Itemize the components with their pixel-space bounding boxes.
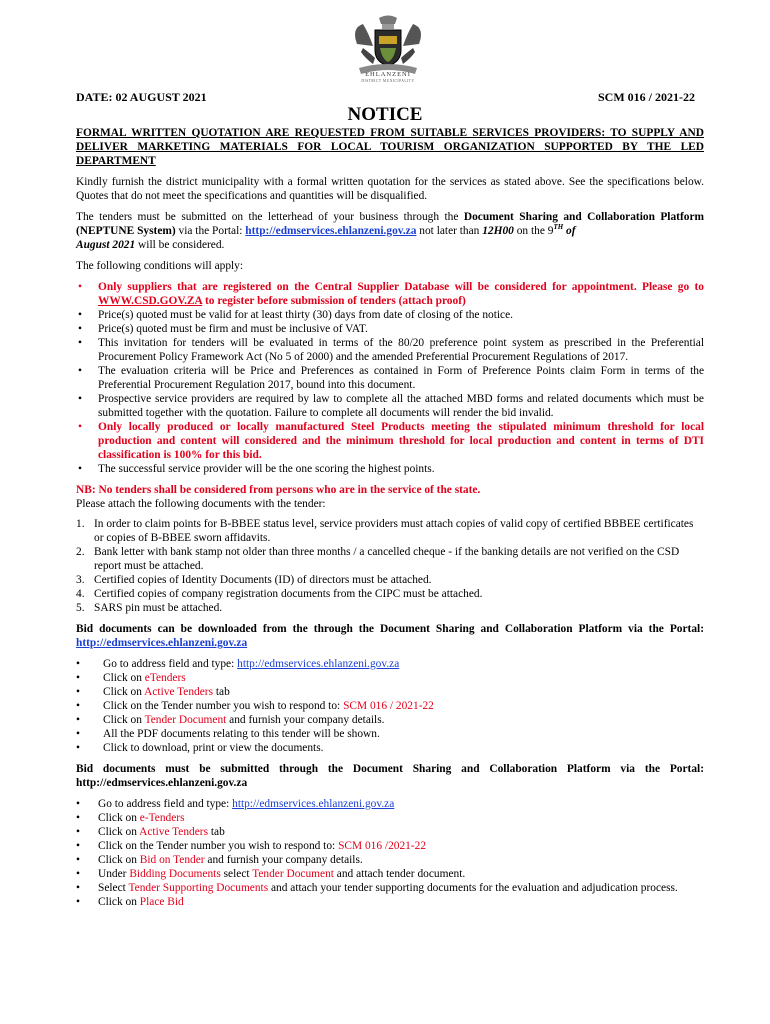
list-item: • Click on the Tender number you wish to respond to: SCM 016 /2021-22 <box>76 839 704 853</box>
list-item: 4. Certified copies of company registration documents from the CIPC must be attached. <box>76 588 483 600</box>
list-item: • Click on Tender Document and furnish your company details. <box>76 713 704 727</box>
list-item: • Only suppliers that are registered on the Central Supplier Database will be considered for appointment. Please go to WWW.CSD.GOV.ZA to register before submission of tenders (attach proof) <box>76 280 704 308</box>
address-link[interactable]: http://edmservices.ehlanzeni.gov.za <box>237 658 400 670</box>
list-item: • Click on Place Bid <box>76 895 704 909</box>
list-item: • The evaluation criteria will be Price and Preferences as contained in Form of Preference Points claim Form in terms of the Preferential Procurement Regulation 2017, bound into this document. <box>76 364 704 392</box>
municipal-coat-of-arms-logo <box>349 14 427 76</box>
logo-wordmark: EHLANZENI <box>365 71 411 78</box>
list-item: • Price(s) quoted must be valid for at least thirty (30) days from date of closing of the notice. <box>76 308 704 322</box>
nb-warning: NB: No tenders shall be considered from persons who are in the service of the state. <box>76 484 481 496</box>
address-link[interactable]: http://edmservices.ehlanzeni.gov.za <box>232 798 395 810</box>
list-item: • Click on Bid on Tender and furnish your company details. <box>76 853 704 867</box>
download-steps <box>76 657 704 755</box>
download-portal-link[interactable]: http://edmservices.ehlanzeni.gov.za <box>76 637 248 649</box>
download-heading: Bid documents can be downloaded from the through the Document Sharing and Collaboration Platform via the Portal: http://edmservices.ehlanzeni.gov.za <box>76 623 704 649</box>
list-item: • This invitation for tenders will be evaluated in terms of the 80/20 preference point system as prescribed in the Preferential Procurement Policy Framework Act (No 5 of 2000) and the amended Preferential Procurement Regulations of 2017. <box>76 336 704 364</box>
list-item: • The successful service provider will be the one scoring the highest points. <box>76 462 704 476</box>
notice-body <box>76 126 704 909</box>
portal-link[interactable]: http://edmservices.ehlanzeni.gov.za <box>245 225 417 237</box>
reference-number: SCM 016 / 2021-22 <box>598 90 695 104</box>
list-item: • Click on Active Tenders tab <box>76 685 704 699</box>
list-item: • Under Bidding Documents select Tender Document and attach tender document. <box>76 867 704 881</box>
list-item: • Click on the Tender number you wish to respond to: SCM 016 / 2021-22 <box>76 699 704 713</box>
list-item: 5. SARS pin must be attached. <box>76 602 223 614</box>
list-item: • Click on Active Tenders tab <box>76 825 704 839</box>
subject-heading: FORMAL WRITTEN QUOTATION ARE REQUESTED FROM SUITABLE SERVICES PROVIDERS: TO SUPPLY AND DELIVER MARKETING MATERIALS FOR LOCAL TOURISM ORGANIZATION SUPPORTED BY THE LED DEPARTMENT <box>76 127 704 167</box>
list-item: • All the PDF documents relating to this tender will be shown. <box>76 727 704 741</box>
list-item: 2. Bank letter with bank stamp not older than three months / a cancelled cheque - if the banking details are not verified on the CSD report must be attached. <box>76 546 680 572</box>
list-item: • Click on e-Tenders <box>76 811 704 825</box>
logo-subtext: DISTRICT MUNICIPALITY <box>361 79 415 83</box>
list-item: • Go to address field and type: http://edmservices.ehlanzeni.gov.za <box>76 797 704 811</box>
intro-paragraph: Kindly furnish the district municipality with a formal written quotation for the services as stated above. See the specifications below. Quotes that do not meet the specifications and quantities will be disqualified. <box>76 176 704 202</box>
list-item: • Click on eTenders <box>76 671 704 685</box>
list-item: • Click to download, print or view the documents. <box>76 741 704 755</box>
conditions-intro: The following conditions will apply: <box>76 260 244 272</box>
csd-link[interactable]: WWW.CSD.GOV.ZA <box>98 295 203 307</box>
documents-list <box>76 517 704 615</box>
list-item: 1. In order to claim points for B-BBEE status level, service providers must attach copies of valid copy of certified BBBEE certificates or copies of B-BBEE sworn affidavits. <box>76 518 694 544</box>
page-title: NOTICE <box>347 104 423 125</box>
attach-intro: Please attach the following documents with the tender: <box>76 498 326 510</box>
list-item: • Select Tender Supporting Documents and attach your tender supporting documents for the evaluation and adjudication process. <box>76 881 704 895</box>
list-item: • Go to address field and type: http://edmservices.ehlanzeni.gov.za <box>76 657 704 671</box>
submission-paragraph: The tenders must be submitted on the letterhead of your business through the Document Sharing and Collaboration Platform (NEPTUNE System) via the Portal: http://edmservices.ehlanzeni.gov.za not later than 12H00 on the 9TH of August 2021 will be considered. <box>76 211 704 251</box>
submit-steps <box>76 797 704 909</box>
list-item: 3. Certified copies of Identity Documents (ID) of directors must be attached. <box>76 574 432 586</box>
submit-heading: Bid documents must be submitted through the Document Sharing and Collaboration Platform via the Portal: http://edmservices.ehlanzeni.gov.za <box>76 763 704 789</box>
list-item: • Price(s) quoted must be firm and must be inclusive of VAT. <box>76 322 704 336</box>
list-item: • Prospective service providers are required by law to complete all the attached MBD forms and related documents which must be submitted together with the quotation. Failure to complete all documents will render the bid invalid. <box>76 392 704 420</box>
conditions-list <box>76 280 704 476</box>
notice-date: DATE: 02 AUGUST 2021 <box>76 90 207 104</box>
list-item: • Only locally produced or locally manufactured Steel Products meeting the stipulated minimum threshold for local production and content will considered and the minimum threshold for local production and content in terms of DTI classification is 100% for this bid. <box>76 420 704 462</box>
